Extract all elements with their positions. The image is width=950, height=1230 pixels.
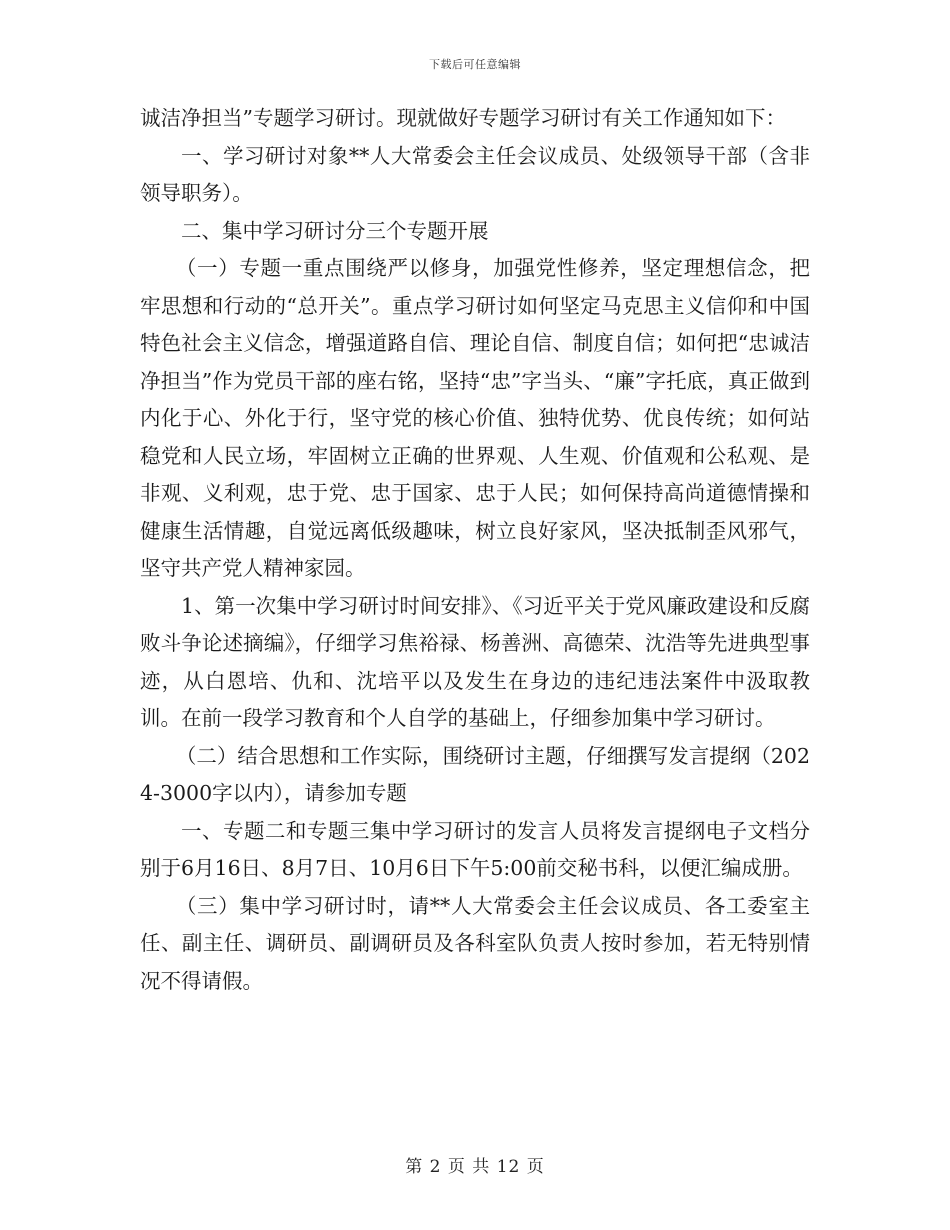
page-header: 下载后可任意编辑 — [429, 58, 521, 71]
page-number-footer: 第 2 页 共 12 页 — [405, 1157, 545, 1177]
paragraph-3: 二、集中学习研讨分三个专题开展 — [181, 218, 489, 243]
paragraph-8: （三）集中学习研讨时，请**人大常委会主任会议成员、各工委室主任、副主任、调研员、副调研员及各科室队负责人按时参加，若无特别情况不得请假。 — [140, 893, 810, 993]
paragraph-1: 诚洁净担当”专题学习研讨。现就做好专题学习研讨有关工作通知如下： — [140, 106, 786, 130]
paragraph-6: （二）结合思想和工作实际，围绕研讨主题，仔细撰写发言提纲（2024-3000字以内），请参加专题 — [140, 743, 810, 805]
paragraph-4: （一）专题一重点围绕严以修身，加强党性修养，坚定理想信念，把牢思想和行动的“总开关”。重点学习研讨如何坚定马克思主义信仰和中国特色社会主义信念，增强道路自信、理论自信、制度自信；如何把“忠诚洁净担当”作为党员干部的座右铭，坚持“忠”字当头、“廉”字托底，真正做到内化于心、外化于行，坚守党的核心价值、独特优势、优良传统；如何站稳党和人民立场，牢固树立正确的世界观、人生观、价值观和公私观、是非观、义利观，忠于党、忠于国家、忠于人民；如何保持高尚道德情操和健康生活情趣，自觉远离低级趣味，树立良好家风，坚决抵制歪风邪气，坚守共产党人精神家园。 — [140, 256, 810, 580]
document-body — [140, 100, 810, 1000]
paragraph-2: 一、学习研讨对象**人大常委会主任会议成员、处级领导干部（含非领导职务）。 — [140, 143, 810, 205]
paragraph-5: 1、第一次集中学习研讨时间安排》、《习近平关于党风廉政建设和反腐败斗争论述摘编》，仔细学习焦裕禄、杨善洲、高德荣、沈浩等先进典型事迹，从白恩培、仇和、沈培平以及发生在身边的违纪违法案件中汲取教训。在前一段学习教育和个人自学的基础上，仔细参加集中学习研讨。 — [140, 593, 810, 730]
paragraph-7: 一、专题二和专题三集中学习研讨的发言人员将发言提纲电子文档分别于6月16日、8月7日、10月6日下午5:00前交秘书科，以便汇编成册。 — [140, 818, 810, 880]
